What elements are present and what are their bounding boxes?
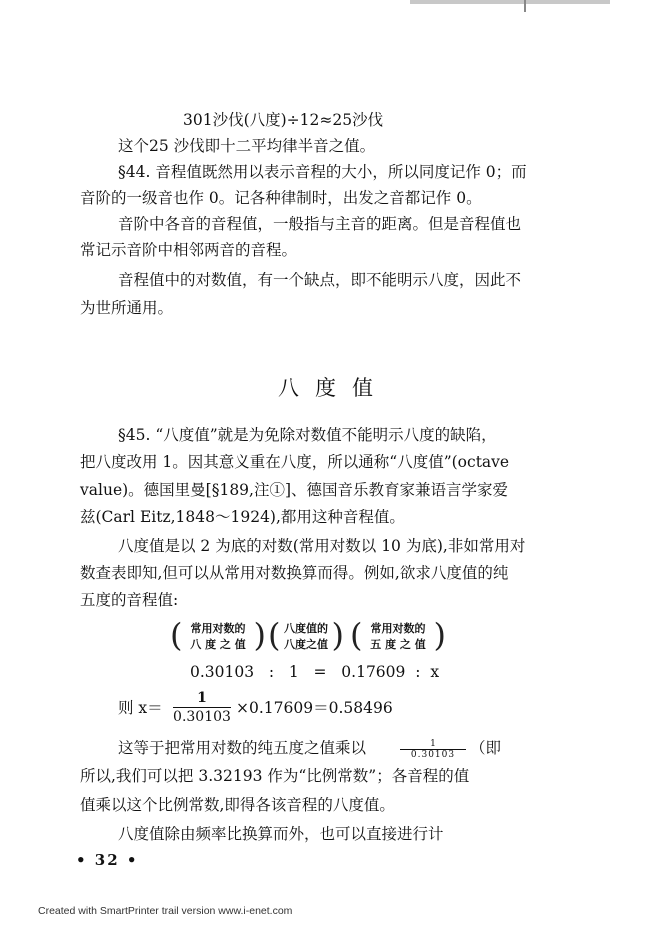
footer-watermark-text: Created with SmartPrinter trail version www.i-enet.com [38,905,293,917]
fraction-denominator: 0.30103 [173,709,231,725]
equation-fraction [173,690,231,725]
text-line: 音阶的一级音也作 0。记各种律制时，出发之音都记作 0。 [80,189,482,207]
paren-label-fifth-log: ( ) 常用对数的 五 度 之 值 [350,616,446,654]
text-line: 为世所通用。 [80,299,174,317]
text-line: value)。德国里曼[§189,注①]、德国音乐教育家兼语言学家爱 [80,481,509,499]
scan-top-edge [410,0,610,4]
page-number: • 32 • [76,851,139,869]
paren-label-top: 八度值的 [284,622,328,635]
text-line: 所以,我们可以把 3.32193 作为“比例常数”；各音程的⁠值 [80,767,470,785]
paren-label-top: 常用对数的 [370,622,426,635]
text-line-suffix: （即 [470,739,502,757]
equation-suffix: ×0.17609＝0.58496 [236,699,393,717]
paren-label-bottom: 五 度 之 值 [370,638,426,651]
text-line: 八度值是以 2 为底的对数(常用对数以 10 为底),非如常用对 [118,537,526,555]
equation-prefix: 则 x＝ [118,699,163,717]
text-line: 兹(Carl Eitz,1848～1924),都用这种音程值。 [80,508,405,526]
text-line: 这个25 沙伐即十二平均律半音之值。 [118,137,376,155]
paren-label-bottom: 八度之值 [284,638,328,651]
ratio-line: 0.30103 : 1 = 0.17609 : x [190,663,440,681]
text-line: 把八度改用 1。因其意义重在八度，所以通称“八度值”(octave [80,453,510,471]
section-title: 八度值 [278,376,389,400]
text-line: §45. “八度值”就是为免除对数值不能明示八度的缺陷， [118,426,497,444]
text-line: 五度的音程值: [80,591,179,609]
text-line: 音程值中的对数值，有一个缺点，即不能明示八度，因此不 [118,271,522,289]
text-line-prefix: 这等于把常用对数的纯五度之值乘以 [118,739,367,757]
text-line: 值乘以这个比例常数,即得各该音程的八度值。 [80,796,395,814]
paren-label-top: 常用对数的 [190,622,246,635]
text-line: 音阶中各音的音程值，一般指与主音的距离。但是音程值也 [118,215,522,233]
paren-label-bottom: 八 度 之 值 [190,638,246,651]
paren-label-octave-log: ( ) 常用对数的 八 度 之 值 [170,616,266,654]
text-line: 八度值除由频率比换算而外，也可以直接进行计 [118,825,444,843]
fraction-bar [173,707,231,708]
fraction-numerator: 1 [197,690,207,706]
inline-fraction [400,739,466,760]
text-line: §44. 音程值既然用以表示音程的大小，所以同度记作 0；而 [118,163,527,181]
text-line: 常记示音阶中相邻两音的音程。 [80,241,298,259]
inline-fraction-denominator: 0.30103 [410,750,456,760]
scan-top-edge-mark [524,0,526,12]
text-line: 数查表即知,但可以从常用对数换算而得。例如,欲求八度值的纯 [80,564,509,582]
inline-fraction-numerator: 1 [430,739,436,749]
text-line: 301沙伐(八度)÷12≈25沙伐 [183,111,384,129]
paren-label-octave-value: ( ) 八度值的 八度之值 [268,616,344,654]
